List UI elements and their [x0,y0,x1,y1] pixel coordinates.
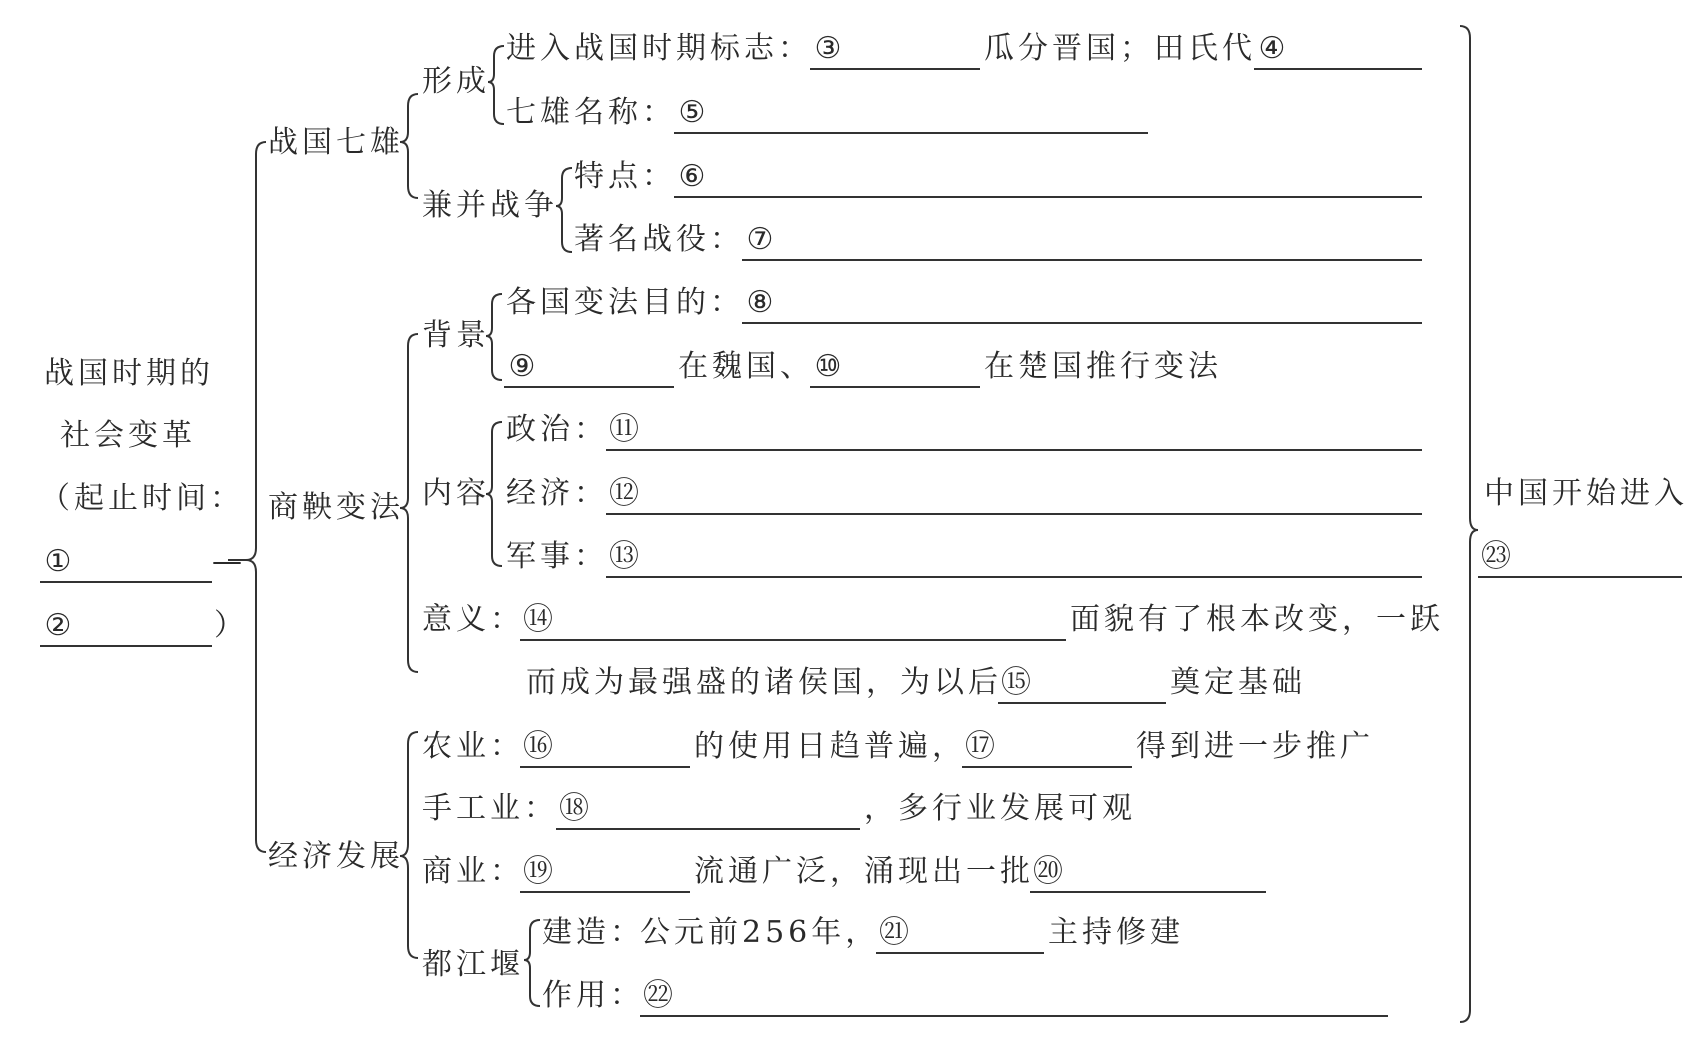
significance-label: 意义： [422,602,524,637]
blank-19-line[interactable] [520,891,690,893]
marker-7: ⑦ [746,222,774,257]
marker-1: ① [44,544,72,579]
blank-11-line[interactable] [606,449,1422,451]
construction-label: 建造： [542,915,644,950]
blank-5-line[interactable] [674,132,1148,134]
marker-12: ⑫ [609,476,639,511]
brace-level1 [246,142,266,852]
in-chu-text: 在楚国推行变法 [984,349,1222,384]
node-dujiangyan: 都江堰 [422,947,524,982]
in-wei-text: 在魏国、 [678,349,814,384]
node-annexation-wars: 兼并战争 [422,188,558,223]
industries-text: ，多行业发展可观 [864,791,1136,826]
function-label: 作用： [542,978,644,1013]
blank-2-line[interactable] [40,645,212,647]
node-background: 背景 [422,318,490,353]
blank-10-line[interactable] [810,386,980,388]
brace-right [1460,26,1478,1022]
usage-text: 的使用日趋普遍， [694,729,966,764]
marker-20: ⑳ [1033,854,1063,889]
node-content: 内容 [422,476,490,511]
marker-3: ③ [814,31,842,66]
marker-16: ⑯ [523,729,553,764]
presided-text: 主持修建 [1048,915,1184,950]
marker-2: ② [44,608,72,643]
node-economic-development: 经济发展 [268,839,404,874]
marker-13: ⑬ [609,539,639,574]
marker-19: ⑲ [523,854,553,889]
blank-4-line[interactable] [1254,68,1422,70]
marker-11: ⑪ [609,412,639,447]
marker-17: ⑰ [965,729,995,764]
marker-9: ⑨ [508,349,536,384]
blank-16-line[interactable] [520,766,690,768]
root-dash: — [212,544,246,579]
blank-21-line[interactable] [876,952,1044,954]
root-title-line3: （起止时间： [40,481,244,516]
blank-8-line[interactable] [742,322,1422,324]
blank-14-line[interactable] [520,639,1066,641]
marker-10: ⑩ [814,349,842,384]
conclusion-text: 中国开始进入 [1484,476,1688,511]
marker-6: ⑥ [678,159,706,194]
marker-15: ⑮ [1001,665,1031,700]
brace-formation [488,46,504,124]
significance-text2: 而成为最强盛的诸侯国，为以后 [526,665,1002,700]
marker-23: ㉓ [1481,539,1511,574]
blank-12-line[interactable] [606,513,1422,515]
brace-dujiangyan [524,920,540,1006]
blank-9-line[interactable] [504,386,674,388]
node-shang-yang-reform: 商鞅变法 [268,490,404,525]
node-seven-states: 战国七雄 [268,125,404,160]
marker-14: ⑭ [523,602,553,637]
politics-label: 政治： [506,412,608,447]
brace-wars [556,168,572,252]
partition-text: 瓜分晋国；田氏代 [984,31,1256,66]
purpose-label: 各国变法目的： [506,285,744,320]
marker-22: ㉒ [643,978,673,1013]
famous-battles-label: 著名战役： [574,222,744,257]
agriculture-label: 农业： [422,729,524,764]
root-title-line1: 战国时期的 [44,356,214,391]
feature-label: 特点： [574,159,676,194]
foundation-text: 奠定基础 [1170,665,1306,700]
blank-6-line[interactable] [674,196,1422,198]
formation-sign-label: 进入战国时期标志： [506,31,812,66]
marker-18: ⑱ [559,791,589,826]
blank-7-line[interactable] [742,259,1422,261]
marker-4: ④ [1258,31,1286,66]
commerce-label: 商业： [422,854,524,889]
construction-text: 公元前256年， [640,915,880,950]
blank-17-line[interactable] [962,766,1132,768]
promoted-text: 得到进一步推广 [1136,729,1374,764]
economy-label: 经济： [506,476,608,511]
seven-names-label: 七雄名称： [506,95,676,130]
blank-15-line[interactable] [998,702,1166,704]
blank-20-line[interactable] [1030,891,1266,893]
blank-1-line[interactable] [40,581,212,583]
handicraft-label: 手工业： [422,791,558,826]
blank-3-line[interactable] [810,68,980,70]
marker-5: ⑤ [678,95,706,130]
blank-22-line[interactable] [640,1015,1388,1017]
circulation-text: 流通广泛，涌现出一批 [694,854,1034,889]
significance-text1: 面貌有了根本改变，一跃 [1070,602,1444,637]
marker-21: ㉑ [879,915,909,950]
node-formation: 形成 [422,64,490,99]
marker-8: ⑧ [746,285,774,320]
blank-13-line[interactable] [606,576,1422,578]
military-label: 军事： [506,539,608,574]
blank-23-line[interactable] [1478,576,1682,578]
blank-18-line[interactable] [556,828,860,830]
root-title-line2: 社会变革 [60,418,196,453]
root-close-paren: ） [214,608,248,643]
